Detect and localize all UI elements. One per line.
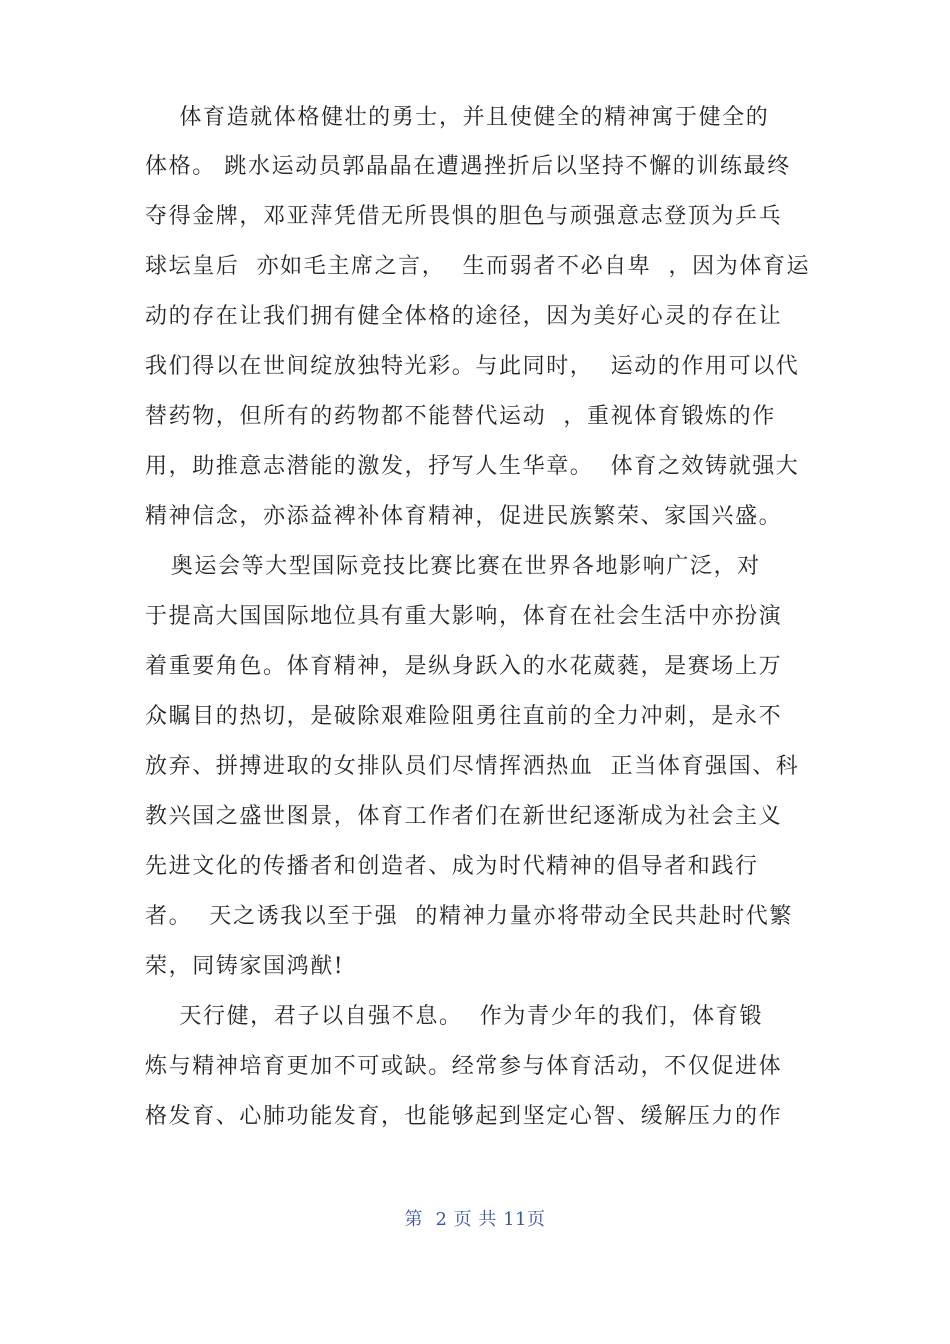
- paragraph-1-line-7: 替药物，但所有的药物都不能替代运动 ，重视体育锻炼的作: [145, 404, 776, 429]
- paragraph-1-line-8: 用，助推意志潜能的激发，抒写人生华章。 体育之效铸就强大: [145, 454, 800, 479]
- paragraph-3-line-1: 天行健，君子以自强不息。 作为青少年的我们，体育锻: [145, 1004, 763, 1029]
- paragraph-1-line-4: 球坛皇后 亦如毛主席之言， 生而弱者不必自卑 ，因为体育运: [145, 254, 811, 279]
- paragraph-2-line-2: 于提高大国国际地位具有重大影响，体育在社会生活中亦扮演: [145, 604, 783, 629]
- paragraph-2-line-7: 先进文化的传播者和创造者、成为时代精神的倡导者和践行: [145, 854, 759, 879]
- paragraph-2-line-9: 荣，同铸家国鸿猷!: [145, 954, 345, 979]
- paragraph-2-line-4: 众瞩目的热切，是破除艰难险阻勇往直前的全力冲刺，是永不: [145, 704, 783, 729]
- paragraph-2-line-5: 放弃、拼搏进取的女排队员们尽情挥洒热血 正当体育强国、科: [145, 754, 800, 779]
- paragraph-2-line-1: 奥运会等大型国际竞技比赛比赛在世界各地影响广泛，对: [145, 554, 761, 579]
- paragraph-2-line-8: 者。 天之诱我以至于强 的精神力量亦将带动全民共赴时代繁: [145, 904, 793, 929]
- paragraph-2-line-3: 着重要角色。体育精神，是纵身跃入的水花葳蕤，是赛场上万: [145, 654, 783, 679]
- paragraph-1-line-6: 我们得以在世间绽放独特光彩。与此同时， 运动的作用可以代: [145, 354, 800, 379]
- paragraph-3-line-3: 格发育、心肺功能发育，也能够起到坚定心智、缓解压力的作: [145, 1104, 783, 1129]
- paragraph-1-line-9: 精神信念，亦添益裨补体育精神，促进民族繁荣、家国兴盛。: [145, 504, 783, 529]
- page-number-footer: 第 2 页 共 11页: [404, 1209, 546, 1230]
- paragraph-3-line-2: 炼与精神培育更加不可或缺。经常参与体育活动，不仅促进体: [145, 1054, 783, 1079]
- paragraph-1-line-5: 动的存在让我们拥有健全体格的途径，因为美好心灵的存在让: [145, 304, 783, 329]
- paragraph-1-line-2: 体格。 跳水运动员郭晶晶在遭遇挫折后以坚持不懈的训练最终: [145, 154, 791, 179]
- paragraph-1-line-3: 夺得金牌，邓亚萍凭借无所畏惧的胆色与顽强意志登顶为乒乓: [145, 204, 783, 229]
- paragraph-2-line-6: 教兴国之盛世图景，体育工作者们在新世纪逐渐成为社会主义: [145, 804, 783, 829]
- paragraph-1-line-1: 体育造就体格健壮的勇士，并且使健全的精神寓于健全的: [145, 105, 770, 130]
